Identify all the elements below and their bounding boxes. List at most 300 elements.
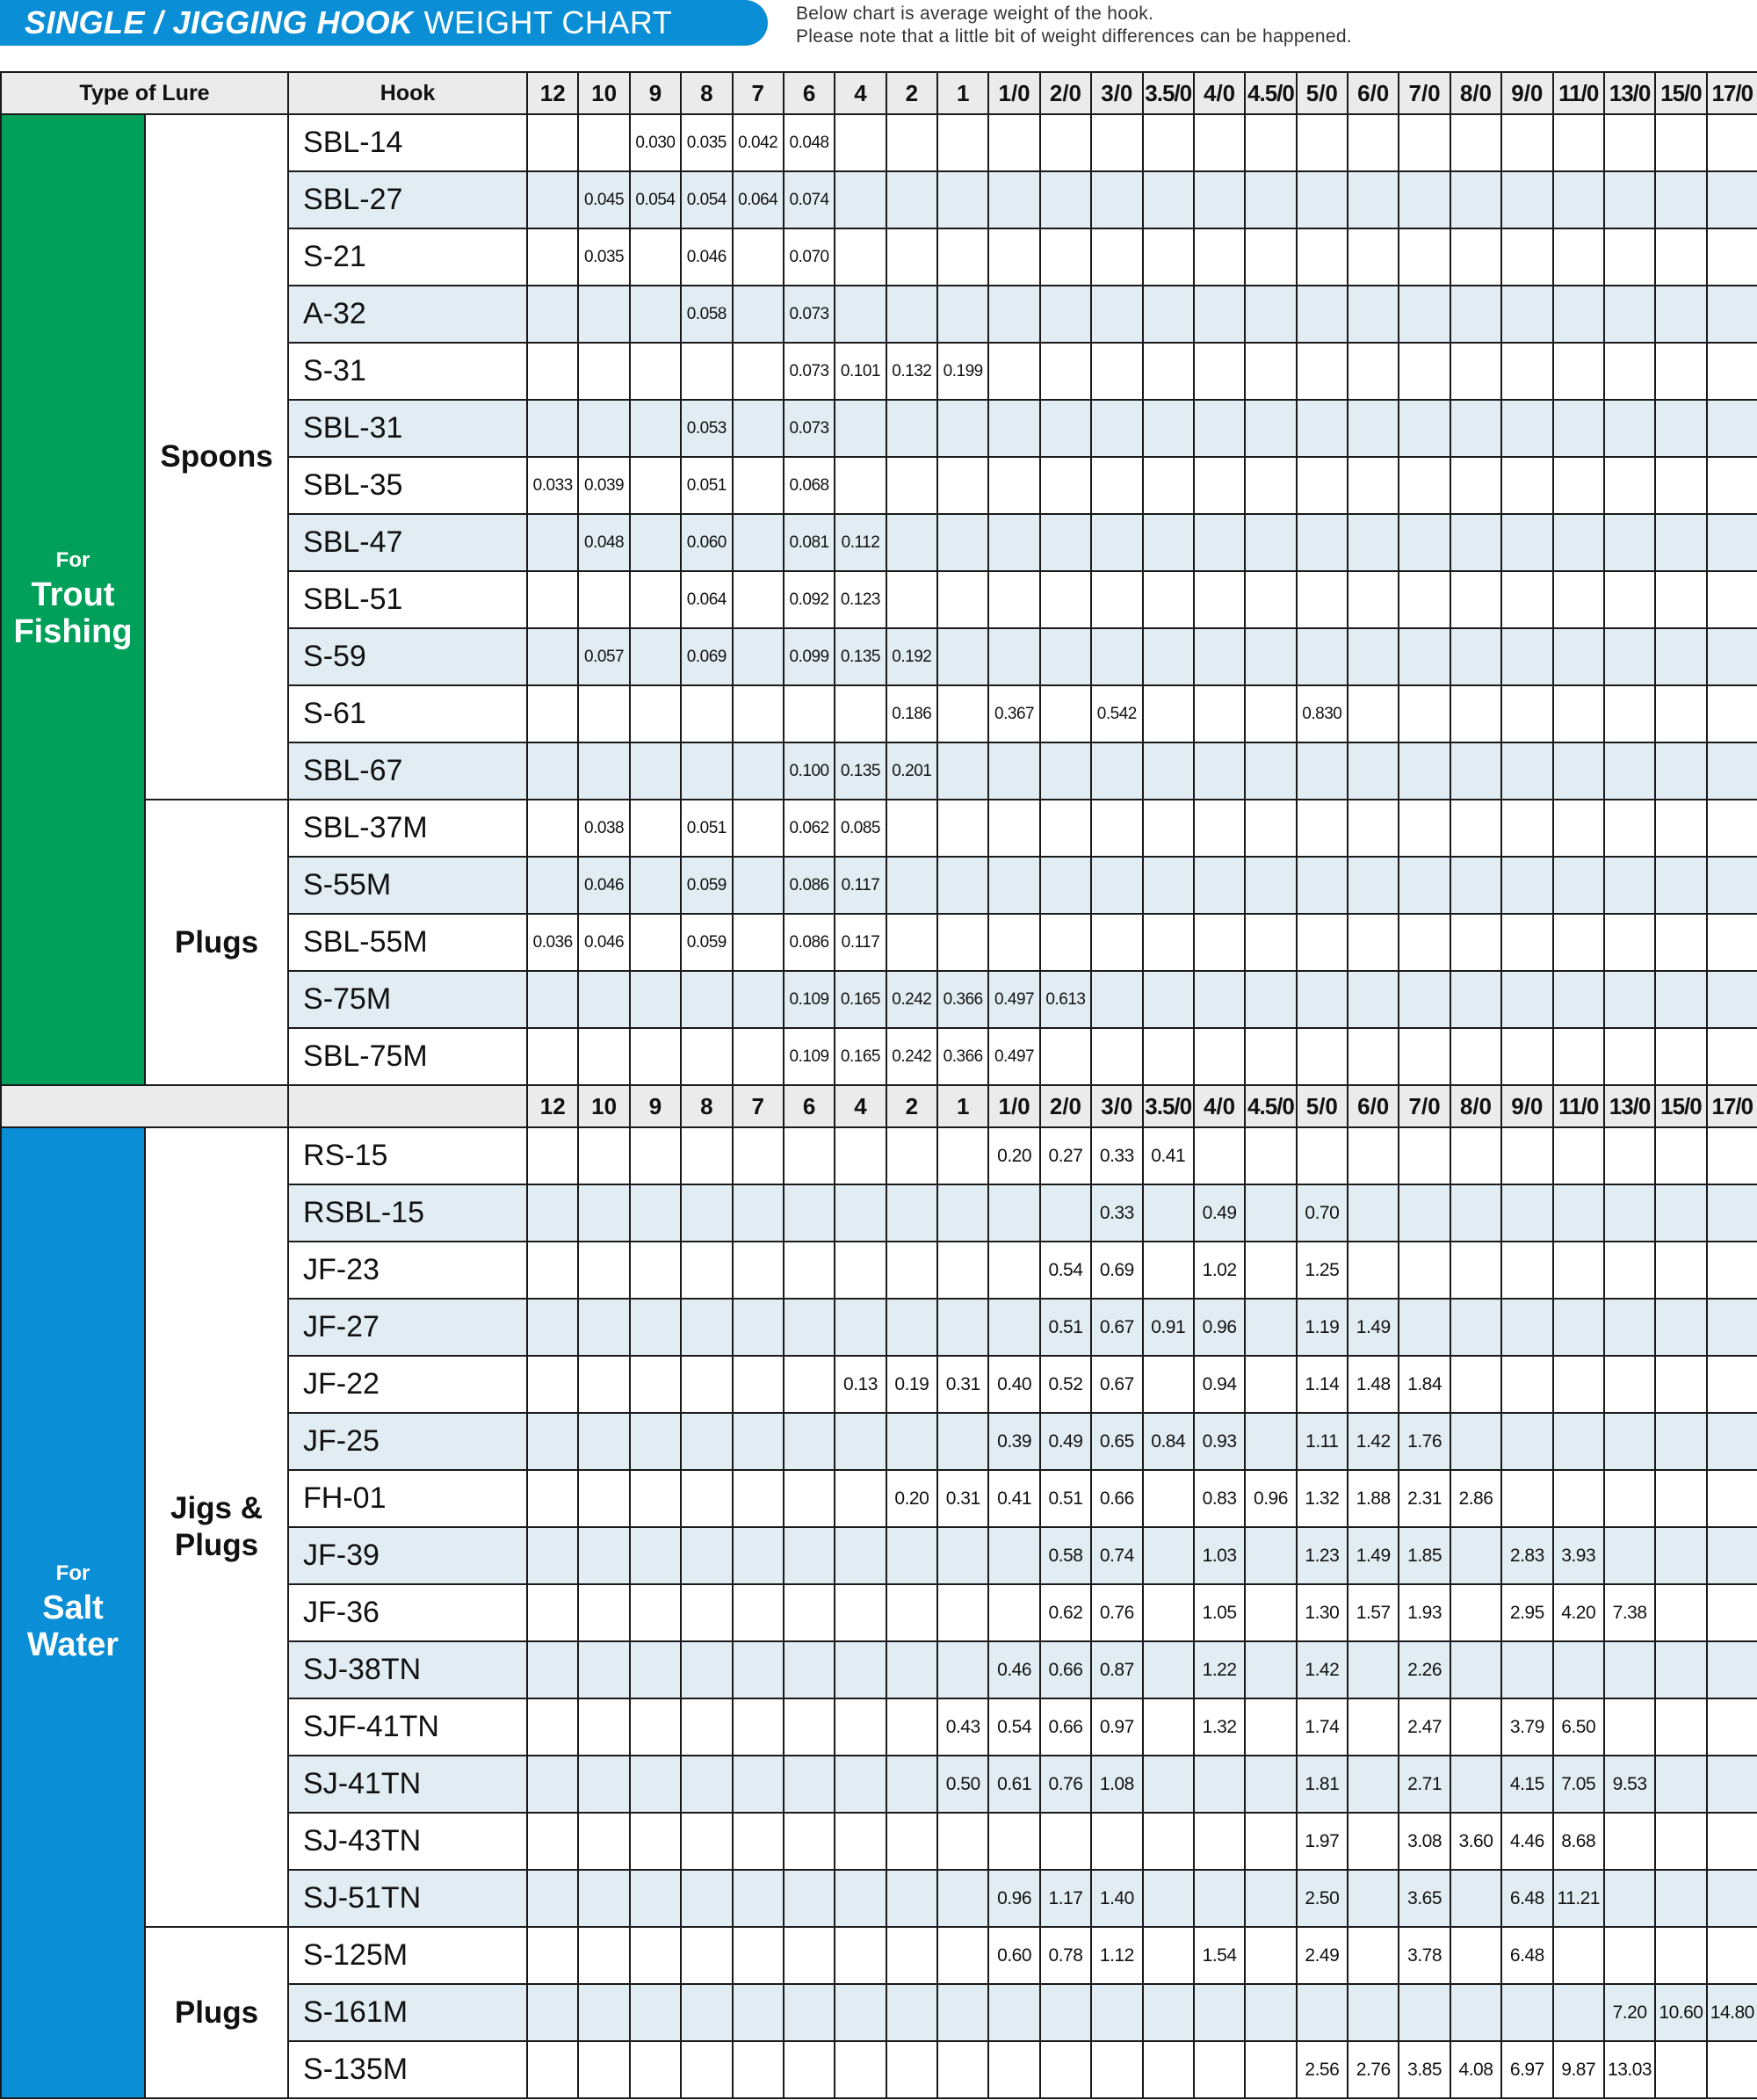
weight-cell: 0.109 (784, 1028, 835, 1085)
weight-cell: 0.046 (681, 228, 732, 286)
weight-cell (527, 1242, 578, 1299)
weight-cell: 1.03 (1194, 1527, 1245, 1584)
weight-cell (937, 286, 988, 343)
weight-cell (1091, 628, 1142, 685)
weight-cell (1450, 286, 1501, 343)
weight-cell: 0.038 (578, 800, 629, 857)
separator-size-19: 9/0 (1501, 1085, 1552, 1127)
note-line-2: Please note that a little bit of weight differences can be happened. (796, 26, 1352, 47)
weight-cell (1707, 685, 1757, 742)
weight-cell (630, 914, 681, 971)
weight-cell (988, 742, 1039, 800)
weight-cell (1194, 228, 1245, 286)
weight-cell (784, 1356, 835, 1413)
weight-cell (835, 228, 886, 286)
weight-cell (527, 1984, 578, 2041)
weight-cell (1245, 457, 1296, 514)
weight-cell (1450, 742, 1501, 800)
separator-size-15: 5/0 (1297, 1085, 1348, 1127)
weight-cell (1450, 1698, 1501, 1756)
header-size-23: 17/0 (1707, 72, 1757, 114)
weight-cell: 1.88 (1348, 1470, 1399, 1527)
weight-cell: 1.85 (1399, 1527, 1450, 1584)
weight-cell (1707, 971, 1757, 1028)
weight-cell (1194, 742, 1245, 800)
weight-cell (886, 914, 937, 971)
weight-cell (1040, 2041, 1091, 2098)
weight-cell (1604, 1870, 1655, 1927)
weight-cell (733, 1813, 784, 1870)
hook-name: JF-27 (288, 1299, 527, 1356)
weight-cell: 1.32 (1194, 1698, 1245, 1756)
weight-cell (784, 1927, 835, 1984)
header-size-18: 8/0 (1450, 72, 1501, 114)
weight-cell (527, 228, 578, 286)
weight-cell (1553, 1299, 1604, 1356)
weight-cell: 1.57 (1348, 1584, 1399, 1641)
weight-cell (988, 1984, 1039, 2041)
weight-cell (527, 2041, 578, 2098)
weight-cell (835, 1184, 886, 1242)
weight-cell (1091, 343, 1142, 400)
weight-cell (1194, 1028, 1245, 1085)
header-size-14: 4.5/0 (1245, 72, 1296, 114)
weight-cell (1040, 1984, 1091, 2041)
weight-cell (1707, 1127, 1757, 1184)
weight-cell (1553, 457, 1604, 514)
weight-cell (1143, 1641, 1194, 1698)
weight-cell (835, 286, 886, 343)
weight-cell (937, 1527, 988, 1584)
weight-cell (1297, 800, 1348, 857)
weight-cell (1091, 857, 1142, 914)
hook-name: S-59 (288, 628, 527, 685)
weight-cell (1501, 1299, 1552, 1356)
weight-cell: 2.76 (1348, 2041, 1399, 2098)
header-size-22: 15/0 (1655, 72, 1706, 114)
hook-name: S-75M (288, 971, 527, 1028)
weight-cell (1297, 114, 1348, 171)
weight-cell: 0.033 (527, 457, 578, 514)
weight-cell (1655, 571, 1706, 628)
weight-cell (835, 1927, 886, 1984)
weight-cell (835, 1870, 886, 1927)
weight-cell (988, 1584, 1039, 1641)
chart-notes (796, 3, 1352, 48)
weight-cell (733, 228, 784, 286)
weight-cell (1245, 1698, 1296, 1756)
weight-cell (937, 571, 988, 628)
weight-cell (784, 1527, 835, 1584)
header-size-4: 7 (733, 72, 784, 114)
weight-cell: 0.064 (681, 571, 732, 628)
weight-cell (1040, 114, 1091, 171)
weight-cell (1707, 1299, 1757, 1356)
weight-cell (630, 1028, 681, 1085)
weight-cell (1707, 171, 1757, 228)
weight-cell (1399, 914, 1450, 971)
weight-cell: 0.62 (1040, 1584, 1091, 1641)
weight-cell: 0.43 (937, 1698, 988, 1756)
weight-cell (1553, 971, 1604, 1028)
weight-cell: 0.91 (1143, 1299, 1194, 1356)
weight-cell (527, 571, 578, 628)
weight-cell (1553, 914, 1604, 971)
weight-cell (1553, 628, 1604, 685)
weight-cell (1450, 971, 1501, 1028)
weight-cell (1604, 286, 1655, 343)
weight-cell: 0.035 (681, 114, 732, 171)
separator-size-11: 3/0 (1091, 1085, 1142, 1127)
weight-cell (784, 1470, 835, 1527)
weight-cell (1143, 742, 1194, 800)
weight-cell: 0.83 (1194, 1470, 1245, 1527)
weight-cell (1655, 1698, 1706, 1756)
weight-cell (784, 1984, 835, 2041)
weight-cell: 0.33 (1091, 1127, 1142, 1184)
weight-cell (937, 914, 988, 971)
weight-cell (1194, 514, 1245, 571)
separator-size-3: 8 (681, 1085, 732, 1127)
weight-cell (1245, 1127, 1296, 1184)
weight-cell (1604, 514, 1655, 571)
weight-cell (630, 1641, 681, 1698)
weight-cell (1194, 114, 1245, 171)
weight-cell (988, 400, 1039, 457)
weight-cell (1348, 800, 1399, 857)
hook-name: SBL-14 (288, 114, 527, 171)
weight-cell (681, 1242, 732, 1299)
weight-cell: 3.08 (1399, 1813, 1450, 1870)
weight-cell (1604, 914, 1655, 971)
hook-name: S-161M (288, 1984, 527, 2041)
weight-cell (1655, 628, 1706, 685)
weight-cell (681, 1470, 732, 1527)
weight-cell (1245, 685, 1296, 742)
weight-cell (937, 1242, 988, 1299)
weight-cell (527, 1698, 578, 1756)
hook-name: SBL-51 (288, 571, 527, 628)
weight-cell: 3.79 (1501, 1698, 1552, 1756)
weight-cell (630, 1870, 681, 1927)
weight-cell (886, 1870, 937, 1927)
weight-cell: 9.53 (1604, 1756, 1655, 1813)
weight-cell (1707, 228, 1757, 286)
separator-size-7: 2 (886, 1085, 937, 1127)
weight-cell (937, 800, 988, 857)
weight-cell (1655, 1927, 1706, 1984)
weight-cell (630, 1470, 681, 1527)
weight-cell: 7.05 (1553, 1756, 1604, 1813)
weight-cell (681, 1184, 732, 1242)
subgroup-label: Plugs (145, 1927, 288, 2098)
weight-cell (1040, 1028, 1091, 1085)
weight-cell (1604, 1413, 1655, 1470)
hook-name: SBL-47 (288, 514, 527, 571)
weight-cell (886, 400, 937, 457)
separator-size-13: 4/0 (1194, 1085, 1245, 1127)
hook-name: JF-23 (288, 1242, 527, 1299)
header-size-15: 5/0 (1297, 72, 1348, 114)
weight-cell: 0.366 (937, 1028, 988, 1085)
weight-cell (1348, 1127, 1399, 1184)
weight-cell (835, 457, 886, 514)
weight-cell (578, 1242, 629, 1299)
weight-cell (1399, 800, 1450, 857)
weight-cell (733, 628, 784, 685)
weight-cell (1399, 857, 1450, 914)
weight-cell: 0.201 (886, 742, 937, 800)
weight-cell: 2.49 (1297, 1927, 1348, 1984)
weight-cell (1655, 1813, 1706, 1870)
separator-size-22: 15/0 (1655, 1085, 1706, 1127)
weight-cell (630, 1813, 681, 1870)
weight-cell (988, 1184, 1039, 1242)
weight-cell (1194, 1127, 1245, 1184)
weight-cell (1245, 114, 1296, 171)
hook-name: RS-15 (288, 1127, 527, 1184)
weight-cell: 0.073 (784, 343, 835, 400)
hook-name: S-55M (288, 857, 527, 914)
weight-cell (1655, 514, 1706, 571)
weight-cell (1707, 742, 1757, 800)
weight-cell (1245, 1184, 1296, 1242)
header-size-2: 9 (630, 72, 681, 114)
weight-cell (1245, 571, 1296, 628)
weight-cell: 0.039 (578, 457, 629, 514)
weight-cell (1501, 400, 1552, 457)
weight-cell: 0.49 (1194, 1184, 1245, 1242)
weight-cell (1194, 857, 1245, 914)
weight-cell: 0.69 (1091, 1242, 1142, 1299)
weight-cell (1297, 400, 1348, 457)
weight-cell (733, 1756, 784, 1813)
weight-cell (1091, 228, 1142, 286)
weight-cell (1707, 1927, 1757, 1984)
weight-cell (527, 1028, 578, 1085)
weight-cell: 0.100 (784, 742, 835, 800)
weight-cell (1348, 1184, 1399, 1242)
weight-cell (1194, 685, 1245, 742)
weight-cell (1450, 1028, 1501, 1085)
weight-cell (1553, 685, 1604, 742)
weight-cell (1707, 343, 1757, 400)
weight-cell (681, 1028, 732, 1085)
weight-cell (1707, 457, 1757, 514)
weight-cell (1040, 685, 1091, 742)
weight-cell (988, 1299, 1039, 1356)
weight-cell: 0.20 (988, 1127, 1039, 1184)
weight-cell (1348, 1927, 1399, 1984)
weight-cell (886, 1698, 937, 1756)
header-size-21: 13/0 (1604, 72, 1655, 114)
weight-cell (1604, 228, 1655, 286)
weight-cell (1348, 1698, 1399, 1756)
weight-cell: 0.048 (784, 114, 835, 171)
weight-cell (886, 1184, 937, 1242)
weight-cell: 0.96 (1245, 1470, 1296, 1527)
weight-cell (733, 1927, 784, 1984)
weight-cell (1399, 457, 1450, 514)
weight-cell (1245, 1242, 1296, 1299)
table-row (1, 1127, 1757, 1184)
weight-cell: 0.199 (937, 343, 988, 400)
weight-cell: 0.54 (1040, 1242, 1091, 1299)
header-row (1, 72, 1757, 114)
weight-cell (681, 1299, 732, 1356)
weight-cell (578, 1527, 629, 1584)
weight-cell (527, 1756, 578, 1813)
weight-cell (1143, 1356, 1194, 1413)
weight-cell: 1.22 (1194, 1641, 1245, 1698)
weight-cell (1604, 628, 1655, 685)
weight-cell (733, 1127, 784, 1184)
weight-cell: 0.057 (578, 628, 629, 685)
weight-cell (988, 171, 1039, 228)
hook-name: SBL-67 (288, 742, 527, 800)
weight-cell: 1.19 (1297, 1299, 1348, 1356)
weight-cell (578, 571, 629, 628)
weight-cell (527, 1641, 578, 1698)
weight-cell (886, 571, 937, 628)
weight-cell (886, 1813, 937, 1870)
weight-cell (630, 1127, 681, 1184)
separator-header-row (1, 1085, 1757, 1127)
weight-cell (1655, 742, 1706, 800)
weight-cell (578, 1470, 629, 1527)
weight-cell (681, 1927, 732, 1984)
weight-cell (630, 1356, 681, 1413)
weight-cell: 0.46 (988, 1641, 1039, 1698)
weight-cell (784, 2041, 835, 2098)
weight-cell (1091, 1813, 1142, 1870)
hook-name: JF-22 (288, 1356, 527, 1413)
weight-cell (681, 1813, 732, 1870)
weight-cell: 2.31 (1399, 1470, 1450, 1527)
weight-cell (1707, 571, 1757, 628)
header-size-19: 9/0 (1501, 72, 1552, 114)
weight-cell: 0.97 (1091, 1698, 1142, 1756)
weight-cell (886, 1413, 937, 1470)
weight-cell (681, 1527, 732, 1584)
weight-cell (1553, 1927, 1604, 1984)
weight-cell (1450, 1927, 1501, 1984)
weight-cell: 4.15 (1501, 1756, 1552, 1813)
weight-cell (1194, 571, 1245, 628)
weight-cell (630, 286, 681, 343)
weight-cell: 13.03 (1604, 2041, 1655, 2098)
weight-cell (1501, 971, 1552, 1028)
weight-cell (578, 1299, 629, 1356)
weight-cell: 0.67 (1091, 1299, 1142, 1356)
weight-cell (886, 1242, 937, 1299)
weight-cell: 0.117 (835, 914, 886, 971)
section-label-small: For (55, 1561, 90, 1585)
weight-cell: 0.84 (1143, 1413, 1194, 1470)
weight-cell (835, 1470, 886, 1527)
weight-cell (527, 1356, 578, 1413)
weight-cell (1655, 1028, 1706, 1085)
section-label-salt (1, 1127, 145, 2098)
weight-cell (733, 1356, 784, 1413)
weight-cell (1143, 800, 1194, 857)
separator-size-18: 8/0 (1450, 1085, 1501, 1127)
weight-cell (1604, 685, 1655, 742)
weight-cell (1604, 1470, 1655, 1527)
weight-cell (937, 685, 988, 742)
weight-cell (527, 1413, 578, 1470)
weight-cell: 0.074 (784, 171, 835, 228)
weight-cell (733, 685, 784, 742)
weight-cell: 0.87 (1091, 1641, 1142, 1698)
weight-cell (1604, 114, 1655, 171)
weight-cell (988, 228, 1039, 286)
weight-cell (527, 286, 578, 343)
weight-cell (578, 1927, 629, 1984)
note-line-1: Below chart is average weight of the hook. (796, 4, 1154, 24)
weight-cell (630, 1984, 681, 2041)
header-size-7: 2 (886, 72, 937, 114)
separator-size-4: 7 (733, 1085, 784, 1127)
weight-cell: 3.60 (1450, 1813, 1501, 1870)
weight-cell (1501, 1984, 1552, 2041)
weight-cell (835, 685, 886, 742)
weight-cell (1501, 228, 1552, 286)
weight-cell (1501, 286, 1552, 343)
weight-cell: 0.74 (1091, 1527, 1142, 1584)
weight-cell (1245, 857, 1296, 914)
weight-cell: 0.67 (1091, 1356, 1142, 1413)
weight-cell (886, 171, 937, 228)
weight-cell: 0.135 (835, 628, 886, 685)
weight-cell (1501, 1184, 1552, 1242)
hook-name: SBL-35 (288, 457, 527, 514)
weight-cell: 0.059 (681, 857, 732, 914)
separator-size-0: 12 (527, 1085, 578, 1127)
weight-cell: 0.030 (630, 114, 681, 171)
weight-cell: 0.66 (1091, 1470, 1142, 1527)
weight-cell (681, 1698, 732, 1756)
weight-cell (1655, 1584, 1706, 1641)
weight-cell (1399, 971, 1450, 1028)
weight-cell (630, 685, 681, 742)
weight-cell (1450, 1356, 1501, 1413)
header-size-3: 8 (681, 72, 732, 114)
weight-cell: 0.41 (988, 1470, 1039, 1527)
weight-cell (1143, 1813, 1194, 1870)
weight-cell (1348, 685, 1399, 742)
weight-cell: 14.80 (1707, 1984, 1757, 2041)
weight-cell (1194, 2041, 1245, 2098)
weight-cell (937, 1641, 988, 1698)
weight-cell (1655, 685, 1706, 742)
weight-cell (937, 1870, 988, 1927)
weight-cell: 1.25 (1297, 1242, 1348, 1299)
weight-cell (1040, 171, 1091, 228)
weight-cell (681, 1127, 732, 1184)
weight-cell: 0.58 (1040, 1527, 1091, 1584)
weight-cell (886, 1127, 937, 1184)
weight-cell: 0.058 (681, 286, 732, 343)
weight-cell (1143, 2041, 1194, 2098)
weight-cell (988, 286, 1039, 343)
weight-cell (1194, 343, 1245, 400)
weight-cell (1450, 857, 1501, 914)
weight-cell (1194, 971, 1245, 1028)
weight-cell (784, 1584, 835, 1641)
weight-cell: 1.76 (1399, 1413, 1450, 1470)
weight-cell: 1.97 (1297, 1813, 1348, 1870)
